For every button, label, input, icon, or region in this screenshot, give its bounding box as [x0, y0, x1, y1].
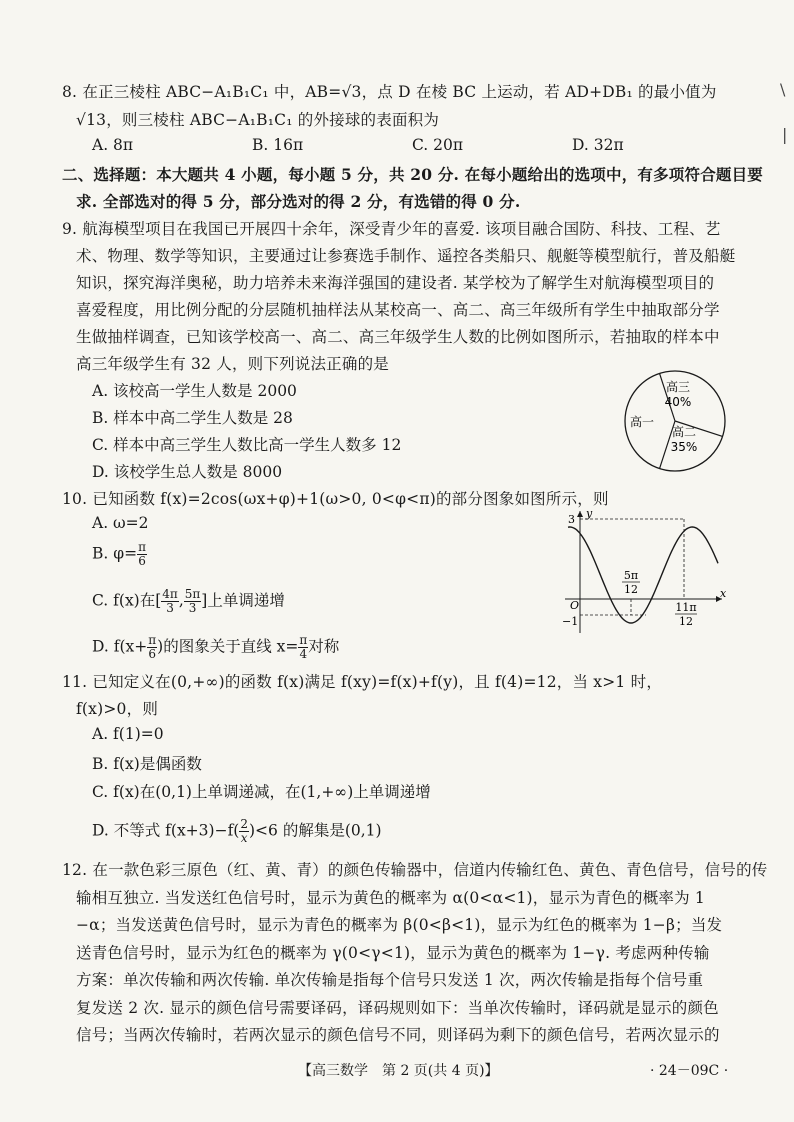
q10-option-d-text: D. f(x+: [92, 637, 148, 656]
q9-stem-line5: 生做抽样调查，已知该学校高一、高二、高三年级学生人数的比例如图所示，若抽取的样本中: [76, 328, 720, 346]
q10-option-b-text: B. φ=: [92, 544, 138, 563]
q8-stem-line1: 8. 在正三棱柱 ABC−A₁B₁C₁ 中，AB=√3，点 D 在棱 BC 上运动，若 AD+DB₁ 的最小值为: [62, 83, 717, 101]
q11-option-d-tail: )<6 的解集是(0,1): [249, 821, 382, 840]
q10-option-d-mid: )的图象关于直线 x=: [157, 637, 299, 656]
y-min-label: −1: [562, 615, 579, 628]
q12-stem-line7: 信号；当两次传输时，若两次显示的颜色信号不同，则译码为剩下的颜色信号，若两次显示的: [76, 1026, 720, 1044]
fraction: $\frac{2}{x}$: [240, 817, 248, 845]
q11-stem-line1: 11. 已知定义在(0,+∞)的函数 f(x)满足 f(xy)=f(x)+f(y)，且 f(4)=12，当 x>1 时，: [62, 673, 663, 691]
q9-option-b: B. 样本中高二学生人数是 28: [92, 409, 293, 427]
q9-pie-chart: [620, 366, 730, 476]
q12-stem-line1: 12. 在一款色彩三原色（红、黄、青）的颜色传输器中，信道内传输红色、黄色、青色信号，信号的传: [62, 861, 768, 879]
q10-stem: 10. 已知函数 f(x)=2cos(ωx+φ)+1(ω>0, 0<φ<π)的部分图象如图所示，则: [62, 490, 609, 508]
q8-option-a: A. 8π: [92, 136, 134, 154]
x1-num: 5π: [623, 569, 639, 582]
q9-option-c: C. 样本中高三学生人数比高一学生人数多 12: [92, 436, 402, 454]
q10-option-a: A. ω=2: [92, 514, 149, 532]
q10-option-c: [92, 588, 285, 615]
q8-stem-line2: √13，则三棱柱 ABC−A₁B₁C₁ 的外接球的表面积为: [76, 111, 440, 129]
q10-option-b: [92, 541, 147, 568]
q9-option-d: D. 该校学生总人数是 8000: [92, 463, 283, 481]
q11-option-a: A. f(1)=0: [92, 725, 164, 743]
scan-edge-mark: |: [782, 125, 788, 144]
pie-label-gaoer-percent: 35%: [670, 440, 698, 454]
q8-option-b: B. 16π: [252, 136, 304, 154]
q11-option-c: C. f(x)在(0,1)上单调递减，在(1,+∞)上单调递增: [92, 783, 431, 801]
scan-edge-mark: \: [780, 80, 786, 99]
q12-stem-line2: 输相互独立. 当发送红色信号时，显示为黄色的概率为 α(0<α<1)，显示为青色的概率为 1: [76, 889, 705, 907]
q11-option-d: [92, 818, 382, 845]
fraction: $\frac{4\pi}{3}$: [162, 587, 178, 615]
q12-stem-line6: 复发送 2 次. 显示的颜色信号需要译码，译码规则如下：当单次传输时，译码就是显示的颜色: [76, 999, 719, 1017]
pie-label-gaosan-name: 高三: [665, 380, 691, 394]
x-axis-label: x: [720, 587, 727, 600]
section2-heading-line2: 求. 全部选对的得 5 分，部分选对的得 2 分，有选错的得 0 分.: [76, 192, 521, 211]
q11-option-d-text: D. 不等式 f(x+3)−f(: [92, 821, 240, 840]
q9-stem-line2: 术、物理、数学等知识，主要通过让参赛选手制作、遥控各类船只、舰艇等模型航行，普及船艇: [76, 247, 736, 265]
q9-stem-line3: 知识，探究海洋奥秘，助力培养未来海洋强国的建设者. 某学校为了解学生对航海模型项目的: [76, 274, 715, 292]
q10-option-c-tail: ]上单调递增: [201, 591, 285, 610]
y-max-label: 3: [568, 513, 575, 526]
origin-label: O: [570, 599, 580, 612]
q10-option-d: [92, 634, 339, 661]
x2-den: 12: [679, 615, 693, 628]
page-footer-center: 【高三数学 第 2 页(共 4 页)】: [298, 1063, 499, 1079]
q12-stem-line5: 方案：单次传输和两次传输. 单次传输是指每个信号只发送 1 次，两次传输是指每个信号重: [76, 971, 704, 989]
q9-stem-line1: 9. 航海模型项目在我国已开展四十余年，深受青少年的喜爱. 该项目融合国防、科技、工程、艺: [62, 220, 721, 238]
x2-num: 11π: [675, 601, 697, 614]
fraction: $\frac{\pi}{6}$: [138, 540, 146, 568]
pie-label-gaosan-percent: 40%: [664, 395, 692, 409]
q9-stem-line6: 高三年级学生有 32 人，则下列说法正确的是: [76, 355, 389, 373]
fraction: $\frac{\pi}{4}$: [299, 633, 308, 661]
q9-option-a: A. 该校高一学生人数是 2000: [92, 382, 297, 400]
q10-cosine-graph: [560, 505, 730, 635]
pie-label-gaoyi-name: 高一: [629, 415, 655, 429]
q9-stem-line4: 喜爱程度，用比例分配的分层随机抽样法从某校高一、高二、高三年级所有学生中抽取部分学: [76, 301, 720, 319]
fraction: $\frac{\pi}{6}$: [148, 633, 157, 661]
q10-option-c-text: C. f(x)在[: [92, 591, 162, 610]
comma: ,: [178, 591, 184, 610]
page-footer-code: · 24－09C ·: [650, 1063, 729, 1079]
q12-stem-line3: −α；当发送黄色信号时，显示为青色的概率为 β(0<β<1)，显示为红色的概率为 1−β；当发: [76, 916, 723, 934]
x1-den: 12: [624, 583, 638, 596]
pie-label-gaoer-name: 高二: [671, 425, 697, 439]
y-axis-arrow: [577, 511, 583, 517]
q11-option-b: B. f(x)是偶函数: [92, 755, 202, 773]
q8-option-d: D. 32π: [572, 136, 624, 154]
q11-stem-line2: f(x)>0，则: [76, 700, 159, 718]
y-axis-label: y: [586, 507, 593, 520]
q8-option-c: C. 20π: [412, 136, 464, 154]
q12-stem-line4: 送青色信号时，显示为红色的概率为 γ(0<γ<1)，显示为黄色的概率为 1−γ. 考虑两种传输: [76, 944, 710, 962]
fraction: $\frac{5\pi}{3}$: [184, 587, 201, 615]
q10-option-d-tail: 对称: [308, 637, 340, 656]
section2-heading-line1: 二、选择题：本大题共 4 小题，每小题 5 分，共 20 分. 在每小题给出的选项中，有多项符合题目要: [62, 165, 764, 184]
